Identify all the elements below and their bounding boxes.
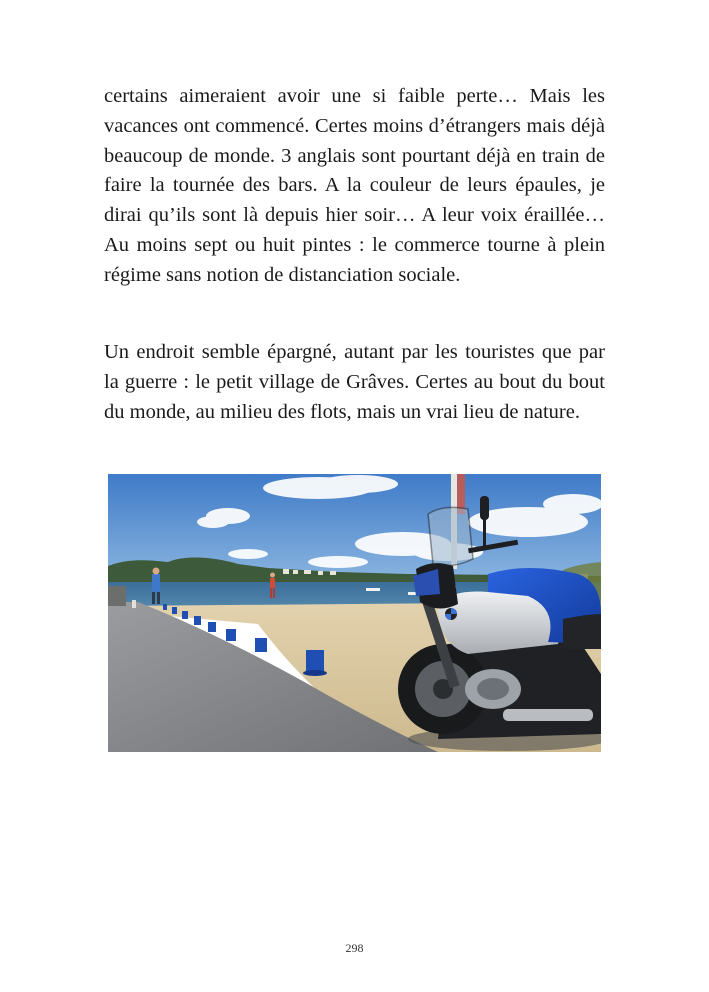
- paragraph-2: Un endroit semble épargné, autant par les touristes que par la guerre : le petit village de Grâves. Certes au bout du bout du monde, au milieu des flots, mais un vrai lieu de nature.: [104, 341, 605, 423]
- low-wall: [108, 586, 126, 606]
- photo-motorcycle-beach: [108, 474, 601, 752]
- page-number: 298: [345, 941, 364, 955]
- paragraph-1: certains aimeraient avoir une si faible perte… Mais les vacances ont commencé. Certes moins d’étrangers mais déjà beaucoup de monde. 3 anglais sont pourtant déjà en train de faire la tournée des bars. A la couleur de leurs épaules, je dirai qu’ils sont là depuis hier soir… A leur voix éraillée… Au moins sept ou huit pintes : le commerce tourne à plein régime sans notion de distanciation sociale.: [104, 85, 605, 286]
